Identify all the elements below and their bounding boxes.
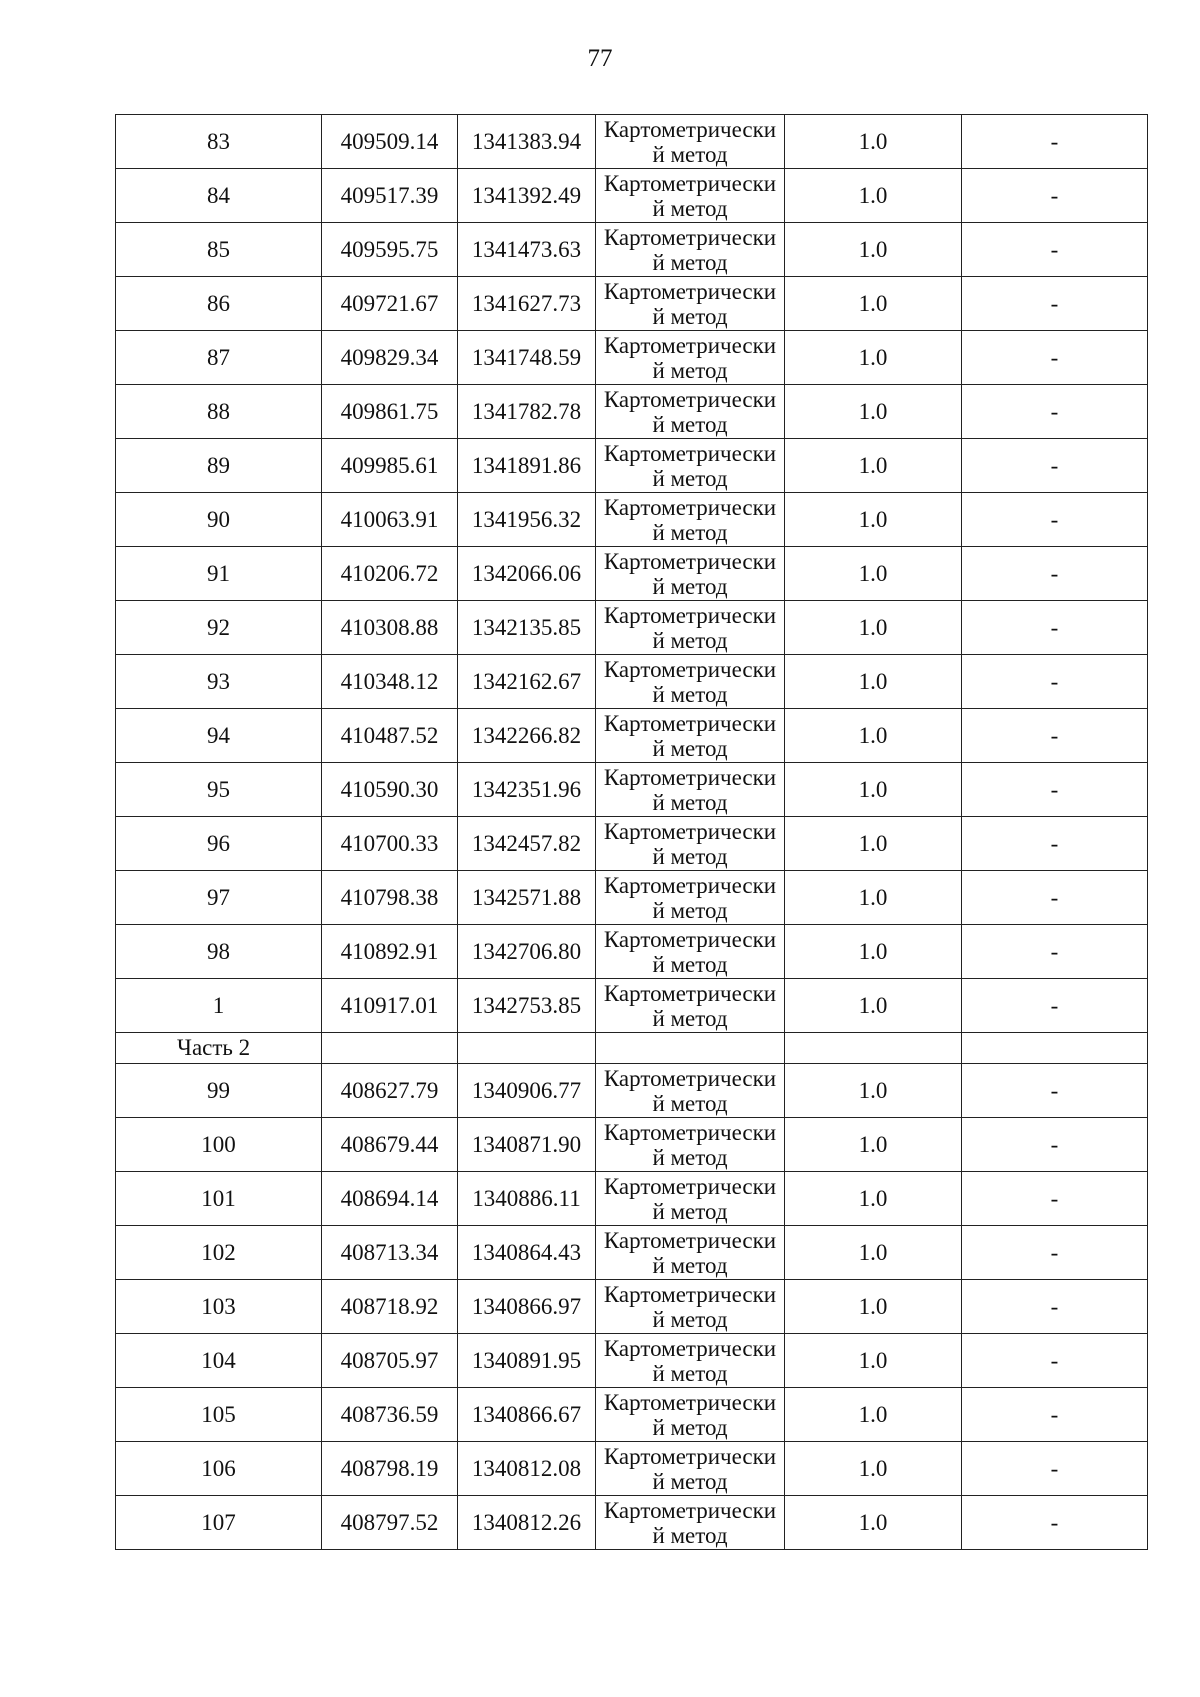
method-line-1: Картометрически: [603, 224, 777, 250]
method-line-2: й метод: [652, 303, 728, 329]
x-coordinate-cell: 410892.91: [322, 925, 458, 979]
precision-cell: 1.0: [785, 763, 962, 817]
table-row: [116, 1388, 1148, 1442]
method-line-1: Картометрически: [603, 710, 777, 736]
note-cell: -: [962, 1496, 1148, 1550]
method-cell: [596, 709, 785, 763]
table-row: [116, 925, 1148, 979]
y-coordinate-cell: 1340906.77: [458, 1064, 596, 1118]
method-line-1: Картометрически: [603, 170, 777, 196]
precision-cell: 1.0: [785, 655, 962, 709]
x-coordinate-cell: 408705.97: [322, 1334, 458, 1388]
method-cell: [596, 925, 785, 979]
point-number-cell: 100: [116, 1118, 322, 1172]
y-coordinate-cell: 1342753.85: [458, 979, 596, 1033]
point-number-cell: 97: [116, 871, 322, 925]
method-line-1: Картометрически: [603, 1335, 777, 1361]
coordinates-table: [115, 114, 1148, 1550]
method-line-1: Картометрически: [603, 332, 777, 358]
precision-cell: 1.0: [785, 1442, 962, 1496]
method-line-2: й метод: [652, 465, 728, 491]
empty-cell: [596, 1033, 785, 1064]
method-line-2: й метод: [652, 519, 728, 545]
point-number-cell: 107: [116, 1496, 322, 1550]
table-row: [116, 547, 1148, 601]
precision-cell: 1.0: [785, 979, 962, 1033]
note-cell: -: [962, 1280, 1148, 1334]
precision-cell: 1.0: [785, 1226, 962, 1280]
precision-cell: 1.0: [785, 925, 962, 979]
table-row: [116, 655, 1148, 709]
method-line-1: Картометрически: [603, 1065, 777, 1091]
y-coordinate-cell: 1341392.49: [458, 169, 596, 223]
point-number-cell: 106: [116, 1442, 322, 1496]
method-line-2: й метод: [652, 357, 728, 383]
method-line-1: Картометрически: [603, 872, 777, 898]
method-line-2: й метод: [652, 1414, 728, 1440]
method-line-1: Картометрически: [603, 602, 777, 628]
y-coordinate-cell: 1340871.90: [458, 1118, 596, 1172]
point-number-cell: 89: [116, 439, 322, 493]
precision-cell: 1.0: [785, 439, 962, 493]
precision-cell: 1.0: [785, 547, 962, 601]
method-cell: [596, 331, 785, 385]
table-row: [116, 871, 1148, 925]
method-cell: [596, 439, 785, 493]
precision-cell: 1.0: [785, 385, 962, 439]
precision-cell: 1.0: [785, 223, 962, 277]
point-number-cell: 99: [116, 1064, 322, 1118]
table-row: [116, 493, 1148, 547]
note-cell: -: [962, 169, 1148, 223]
y-coordinate-cell: 1340812.26: [458, 1496, 596, 1550]
precision-cell: 1.0: [785, 331, 962, 385]
note-cell: -: [962, 385, 1148, 439]
method-line-1: Картометрически: [603, 980, 777, 1006]
method-cell: [596, 1442, 785, 1496]
y-coordinate-cell: 1340864.43: [458, 1226, 596, 1280]
method-line-1: Картометрически: [603, 1119, 777, 1145]
method-cell: [596, 223, 785, 277]
table-row: [116, 1118, 1148, 1172]
method-cell: [596, 277, 785, 331]
x-coordinate-cell: 408736.59: [322, 1388, 458, 1442]
table-row: [116, 1442, 1148, 1496]
note-cell: -: [962, 979, 1148, 1033]
note-cell: -: [962, 1388, 1148, 1442]
note-cell: -: [962, 925, 1148, 979]
method-line-1: Картометрически: [603, 1443, 777, 1469]
note-cell: -: [962, 655, 1148, 709]
note-cell: -: [962, 1442, 1148, 1496]
method-cell: [596, 601, 785, 655]
table-row: [116, 1172, 1148, 1226]
x-coordinate-cell: 408797.52: [322, 1496, 458, 1550]
x-coordinate-cell: 408718.92: [322, 1280, 458, 1334]
method-cell: [596, 169, 785, 223]
precision-cell: 1.0: [785, 1064, 962, 1118]
method-line-2: й метод: [652, 1306, 728, 1332]
method-cell: [596, 1064, 785, 1118]
x-coordinate-cell: 409985.61: [322, 439, 458, 493]
method-line-1: Картометрически: [603, 278, 777, 304]
x-coordinate-cell: 408713.34: [322, 1226, 458, 1280]
method-line-2: й метод: [652, 141, 728, 167]
point-number-cell: 103: [116, 1280, 322, 1334]
x-coordinate-cell: 408798.19: [322, 1442, 458, 1496]
y-coordinate-cell: 1341891.86: [458, 439, 596, 493]
point-number-cell: 95: [116, 763, 322, 817]
y-coordinate-cell: 1342457.82: [458, 817, 596, 871]
method-line-2: й метод: [652, 843, 728, 869]
point-number-cell: 104: [116, 1334, 322, 1388]
note-cell: -: [962, 1226, 1148, 1280]
method-line-2: й метод: [652, 1090, 728, 1116]
empty-cell: [785, 1033, 962, 1064]
note-cell: -: [962, 439, 1148, 493]
table-row: [116, 115, 1148, 169]
table-row: [116, 277, 1148, 331]
x-coordinate-cell: 410487.52: [322, 709, 458, 763]
table-row: [116, 1226, 1148, 1280]
y-coordinate-cell: 1342706.80: [458, 925, 596, 979]
method-line-2: й метод: [652, 195, 728, 221]
precision-cell: 1.0: [785, 1280, 962, 1334]
note-cell: -: [962, 1172, 1148, 1226]
y-coordinate-cell: 1341627.73: [458, 277, 596, 331]
method-line-1: Картометрически: [603, 1173, 777, 1199]
y-coordinate-cell: 1340891.95: [458, 1334, 596, 1388]
point-number-cell: 94: [116, 709, 322, 763]
y-coordinate-cell: 1341782.78: [458, 385, 596, 439]
y-coordinate-cell: 1342351.96: [458, 763, 596, 817]
point-number-cell: 90: [116, 493, 322, 547]
y-coordinate-cell: 1342066.06: [458, 547, 596, 601]
section-row: [116, 1033, 1148, 1064]
note-cell: -: [962, 115, 1148, 169]
method-cell: [596, 871, 785, 925]
y-coordinate-cell: 1340866.67: [458, 1388, 596, 1442]
precision-cell: 1.0: [785, 1334, 962, 1388]
method-line-1: Картометрически: [603, 1281, 777, 1307]
y-coordinate-cell: 1341473.63: [458, 223, 596, 277]
precision-cell: 1.0: [785, 601, 962, 655]
method-line-2: й метод: [652, 1144, 728, 1170]
table-row: [116, 1064, 1148, 1118]
empty-cell: [458, 1033, 596, 1064]
precision-cell: 1.0: [785, 169, 962, 223]
method-line-2: й метод: [652, 1005, 728, 1031]
method-cell: [596, 1172, 785, 1226]
y-coordinate-cell: 1341383.94: [458, 115, 596, 169]
x-coordinate-cell: 409861.75: [322, 385, 458, 439]
note-cell: -: [962, 1334, 1148, 1388]
method-cell: [596, 655, 785, 709]
method-line-2: й метод: [652, 411, 728, 437]
x-coordinate-cell: 408694.14: [322, 1172, 458, 1226]
precision-cell: 1.0: [785, 493, 962, 547]
section-label: Часть 2: [116, 1033, 322, 1064]
note-cell: -: [962, 331, 1148, 385]
table-row: [116, 1280, 1148, 1334]
y-coordinate-cell: 1342135.85: [458, 601, 596, 655]
method-cell: [596, 1118, 785, 1172]
point-number-cell: 101: [116, 1172, 322, 1226]
precision-cell: 1.0: [785, 1118, 962, 1172]
point-number-cell: 88: [116, 385, 322, 439]
point-number-cell: 98: [116, 925, 322, 979]
point-number-cell: 85: [116, 223, 322, 277]
method-line-2: й метод: [652, 789, 728, 815]
x-coordinate-cell: 409595.75: [322, 223, 458, 277]
table-row: [116, 223, 1148, 277]
method-line-2: й метод: [652, 573, 728, 599]
method-cell: [596, 763, 785, 817]
y-coordinate-cell: 1342571.88: [458, 871, 596, 925]
table-row: [116, 385, 1148, 439]
x-coordinate-cell: 410308.88: [322, 601, 458, 655]
note-cell: -: [962, 223, 1148, 277]
note-cell: -: [962, 1064, 1148, 1118]
method-line-2: й метод: [652, 681, 728, 707]
table-row: [116, 817, 1148, 871]
x-coordinate-cell: 410348.12: [322, 655, 458, 709]
method-line-2: й метод: [652, 897, 728, 923]
method-line-1: Картометрически: [603, 764, 777, 790]
method-line-1: Картометрически: [603, 548, 777, 574]
method-line-1: Картометрически: [603, 818, 777, 844]
point-number-cell: 91: [116, 547, 322, 601]
y-coordinate-cell: 1342162.67: [458, 655, 596, 709]
method-line-1: Картометрически: [603, 440, 777, 466]
precision-cell: 1.0: [785, 871, 962, 925]
method-cell: [596, 1334, 785, 1388]
empty-cell: [322, 1033, 458, 1064]
table-row: [116, 439, 1148, 493]
precision-cell: 1.0: [785, 1172, 962, 1226]
method-cell: [596, 547, 785, 601]
point-number-cell: 102: [116, 1226, 322, 1280]
precision-cell: 1.0: [785, 115, 962, 169]
precision-cell: 1.0: [785, 1388, 962, 1442]
note-cell: -: [962, 871, 1148, 925]
page-number: 77: [587, 45, 613, 72]
note-cell: -: [962, 817, 1148, 871]
note-cell: -: [962, 547, 1148, 601]
x-coordinate-cell: 409509.14: [322, 115, 458, 169]
x-coordinate-cell: 410206.72: [322, 547, 458, 601]
x-coordinate-cell: 409829.34: [322, 331, 458, 385]
method-cell: [596, 979, 785, 1033]
table-row: [116, 331, 1148, 385]
precision-cell: 1.0: [785, 817, 962, 871]
method-line-1: Картометрически: [603, 1497, 777, 1523]
method-cell: [596, 1388, 785, 1442]
x-coordinate-cell: 410917.01: [322, 979, 458, 1033]
method-line-2: й метод: [652, 1360, 728, 1386]
x-coordinate-cell: 410590.30: [322, 763, 458, 817]
method-line-2: й метод: [652, 1252, 728, 1278]
note-cell: -: [962, 601, 1148, 655]
method-cell: [596, 385, 785, 439]
note-cell: -: [962, 493, 1148, 547]
x-coordinate-cell: 410798.38: [322, 871, 458, 925]
y-coordinate-cell: 1340812.08: [458, 1442, 596, 1496]
method-cell: [596, 493, 785, 547]
empty-cell: [962, 1033, 1148, 1064]
note-cell: -: [962, 1118, 1148, 1172]
method-cell: [596, 1280, 785, 1334]
method-line-1: Картометрически: [603, 1389, 777, 1415]
note-cell: -: [962, 277, 1148, 331]
method-line-2: й метод: [652, 735, 728, 761]
method-line-2: й метод: [652, 627, 728, 653]
note-cell: -: [962, 709, 1148, 763]
point-number-cell: 105: [116, 1388, 322, 1442]
point-number-cell: 84: [116, 169, 322, 223]
method-line-2: й метод: [652, 1522, 728, 1548]
x-coordinate-cell: 409517.39: [322, 169, 458, 223]
method-line-1: Картометрически: [603, 1227, 777, 1253]
precision-cell: 1.0: [785, 1496, 962, 1550]
precision-cell: 1.0: [785, 277, 962, 331]
table-row: [116, 709, 1148, 763]
method-line-1: Картометрически: [603, 494, 777, 520]
precision-cell: 1.0: [785, 709, 962, 763]
point-number-cell: 1: [116, 979, 322, 1033]
table-row: [116, 601, 1148, 655]
method-cell: [596, 1496, 785, 1550]
y-coordinate-cell: 1342266.82: [458, 709, 596, 763]
x-coordinate-cell: 409721.67: [322, 277, 458, 331]
method-line-1: Картометрически: [603, 386, 777, 412]
table-row: [116, 1334, 1148, 1388]
y-coordinate-cell: 1341748.59: [458, 331, 596, 385]
method-line-2: й метод: [652, 1198, 728, 1224]
y-coordinate-cell: 1341956.32: [458, 493, 596, 547]
method-line-1: Картометрически: [603, 116, 777, 142]
method-cell: [596, 1226, 785, 1280]
x-coordinate-cell: 410700.33: [322, 817, 458, 871]
point-number-cell: 86: [116, 277, 322, 331]
method-line-2: й метод: [652, 249, 728, 275]
x-coordinate-cell: 410063.91: [322, 493, 458, 547]
point-number-cell: 87: [116, 331, 322, 385]
note-cell: -: [962, 763, 1148, 817]
y-coordinate-cell: 1340886.11: [458, 1172, 596, 1226]
method-cell: [596, 115, 785, 169]
method-line-1: Картометрически: [603, 656, 777, 682]
table-row: [116, 763, 1148, 817]
x-coordinate-cell: 408679.44: [322, 1118, 458, 1172]
table-row: [116, 1496, 1148, 1550]
x-coordinate-cell: 408627.79: [322, 1064, 458, 1118]
point-number-cell: 96: [116, 817, 322, 871]
method-line-2: й метод: [652, 951, 728, 977]
table-row: [116, 169, 1148, 223]
method-cell: [596, 817, 785, 871]
point-number-cell: 93: [116, 655, 322, 709]
method-line-1: Картометрически: [603, 926, 777, 952]
table-row: [116, 979, 1148, 1033]
y-coordinate-cell: 1340866.97: [458, 1280, 596, 1334]
point-number-cell: 92: [116, 601, 322, 655]
point-number-cell: 83: [116, 115, 322, 169]
method-line-2: й метод: [652, 1468, 728, 1494]
coordinates-table-body: [116, 115, 1148, 1550]
